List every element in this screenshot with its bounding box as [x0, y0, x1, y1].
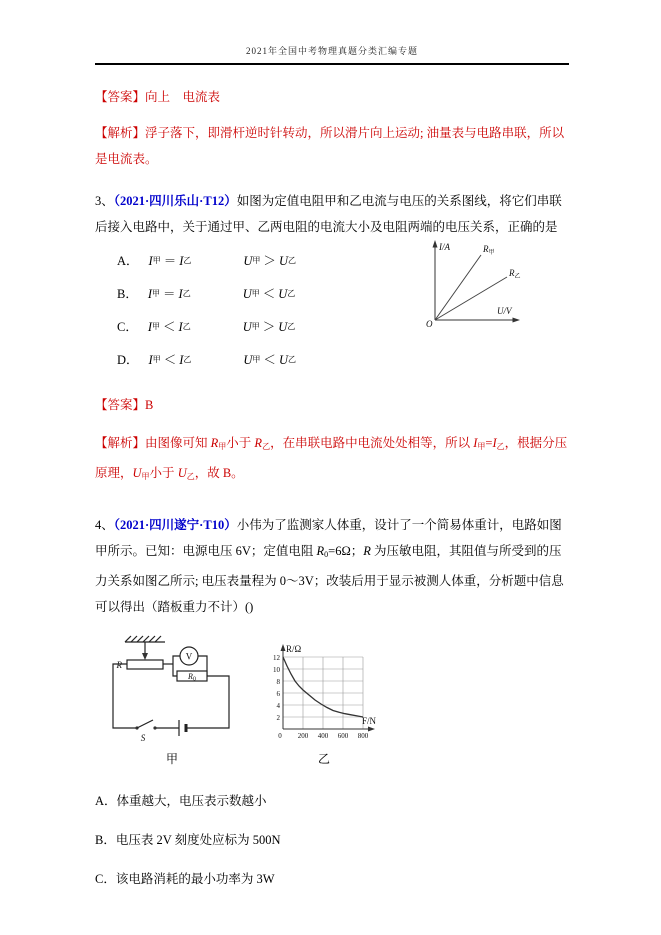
answer-text: 【答案】B	[95, 398, 154, 412]
x-tick: 0	[278, 732, 282, 740]
x-tick: 200	[297, 732, 309, 740]
symbol-U: U	[242, 286, 252, 301]
relation-operator: ＞	[263, 253, 276, 268]
circuit-caption: 甲	[165, 752, 178, 766]
y-axis-label: R/Ω	[286, 644, 302, 654]
q4-option-a	[95, 788, 571, 814]
symbol-U: U	[243, 253, 253, 268]
page-header	[95, 44, 569, 65]
subscript: 甲	[152, 288, 161, 298]
symbol-I: I	[148, 352, 153, 367]
answer-line-q3	[95, 392, 571, 418]
subscript: 甲	[218, 442, 227, 451]
question-source: （2021·四川遂宁·T10）	[113, 518, 237, 532]
x-axis-arrow	[513, 318, 521, 323]
symbol-I: I	[148, 253, 153, 268]
text-run: 小于	[149, 466, 178, 480]
iu-graph-svg	[421, 238, 525, 328]
x-axis-label: F/N	[362, 716, 377, 726]
subscript: 乙	[262, 442, 271, 451]
subscript: 甲	[477, 442, 486, 451]
sensor-label: R	[116, 660, 122, 670]
pressure-sensor	[127, 660, 163, 669]
option-text: 该电路消耗的最小功率为 3W	[115, 872, 275, 886]
header-title: 2021年全国中考物理真题分类汇编专题	[245, 46, 418, 56]
symbol-I: I	[492, 436, 497, 450]
option-label: B．	[95, 833, 116, 847]
relation-operator: ＝	[163, 253, 177, 268]
text-run: 小于	[226, 436, 255, 450]
q3-option-d	[117, 343, 571, 376]
origin-label: O	[426, 319, 433, 328]
x-tick: 400	[317, 732, 329, 740]
answer-line-q2	[95, 84, 571, 110]
symbol-I: I	[178, 319, 183, 334]
subscript: 甲	[252, 255, 261, 265]
force-arrow-icon	[142, 642, 148, 660]
option-label: B．	[117, 286, 138, 301]
text-run: ，故 B。	[194, 466, 244, 480]
q3-iu-graph	[421, 238, 525, 337]
relation-operator: ＝	[163, 286, 176, 301]
line-label-r-yi: $R_乙$	[509, 268, 521, 280]
question-4-stem	[95, 512, 571, 620]
text-run: =	[485, 436, 493, 450]
answer-text: 【答案】向上 电流表	[95, 90, 221, 104]
subscript: 甲	[252, 354, 261, 364]
y-tick: 12	[273, 654, 280, 662]
subscript: 0	[324, 550, 329, 559]
symbol-U: U	[278, 352, 288, 367]
symbol-I: I	[473, 436, 478, 450]
symbol-U: U	[278, 286, 288, 301]
y-tick: 6	[276, 690, 280, 698]
symbol-U: U	[278, 253, 288, 268]
subscript: 甲	[141, 472, 150, 481]
subscript: 甲	[152, 321, 161, 331]
option-label: A．	[117, 253, 139, 268]
question-number: 3、	[95, 194, 114, 208]
subscript: 乙	[183, 354, 192, 364]
question-3-stem	[95, 188, 571, 240]
subscript: 乙	[182, 288, 191, 298]
subscript: 乙	[287, 255, 296, 265]
symbol-U: U	[177, 466, 187, 480]
y-axis-arrow	[433, 240, 438, 248]
analysis-q3	[95, 430, 571, 490]
subscript: 乙	[183, 255, 192, 265]
subscript: 甲	[251, 288, 260, 298]
y-tick: 10	[273, 666, 280, 674]
option-text: 体重越大，电压表示数越小	[116, 794, 267, 808]
relation-operator: ＜	[262, 286, 276, 301]
symbol-U: U	[242, 319, 252, 334]
symbol-U: U	[132, 466, 142, 480]
text-run: 为压敏电阻，其阻值与所受到的压力关系如图乙所示; 电压表量程为 0～3V；改装后用于显示被测人体重，分析题中信息可以得出（踏板重力不计）()	[95, 544, 564, 614]
rf-graph-caption: 乙	[317, 752, 330, 766]
subscript: 乙	[186, 472, 195, 481]
symbol-R: R	[363, 544, 371, 558]
text-run: 【解析】由图像可知	[95, 436, 211, 450]
y-tick: 2	[276, 714, 280, 722]
x-tick: 600	[337, 732, 349, 740]
grid	[283, 657, 363, 729]
symbol-I: I	[179, 352, 184, 367]
relation-operator: ＜	[263, 352, 276, 367]
switch-label: S	[140, 733, 146, 743]
q4-figures	[97, 632, 571, 772]
symbol-R: R	[210, 436, 219, 450]
voltmeter-label: V	[185, 651, 193, 662]
analysis-text: 【解析】浮子落下，即滑杆逆时针转动，所以滑片向上运动; 油量表与电路串联，所以是电流表。	[95, 126, 565, 166]
relation-operator: ＞	[262, 319, 276, 334]
analysis-q2	[95, 120, 571, 172]
battery-icon	[179, 720, 186, 736]
subscript: 乙	[496, 442, 505, 451]
y-tick: 8	[276, 678, 280, 686]
fixed-resistor-label: R0	[188, 672, 196, 683]
rf-graph-svg	[263, 641, 385, 744]
symbol-I: I	[147, 319, 153, 334]
switch-icon	[135, 720, 156, 730]
line-label-r-jia: $R_甲$	[483, 244, 495, 256]
symbol-R0: R	[316, 544, 325, 558]
x-axis-arrow	[368, 727, 375, 732]
symbol-I: I	[178, 286, 183, 301]
x-axis-label: U/V	[497, 306, 512, 316]
symbol-I: I	[179, 253, 184, 268]
option-label: C．	[95, 872, 116, 886]
symbol-I: I	[147, 286, 153, 301]
q4-option-c	[95, 866, 571, 892]
question-text: 如图为定值电阻甲和乙电流与电压的关系图线，将它们串联后接入电路中，关于通过甲、乙两电阻的电流大小及电阻两端的电压关系，正确的是	[95, 194, 562, 234]
subscript: 甲	[152, 255, 161, 265]
relation-operator: ＜	[163, 352, 177, 367]
x-tick: 800	[357, 732, 369, 740]
circuit-figure	[97, 632, 247, 772]
symbol-U: U	[243, 352, 253, 367]
text-run: ，根据分压原理，	[95, 436, 568, 480]
circuit-svg	[97, 632, 247, 744]
text-run: 小伟为了监测家人体重，设计了一个简易体重计，电路如图甲所示。已知：电源电压 6V；定值电阻	[95, 518, 562, 558]
option-label: C．	[117, 319, 138, 334]
subscript: 乙	[287, 288, 296, 298]
q4-option-b	[95, 827, 571, 853]
subscript: 乙	[182, 321, 191, 331]
rf-graph-figure	[263, 641, 385, 772]
line-r-jia	[435, 255, 481, 320]
subscript: 乙	[287, 321, 296, 331]
option-label: D．	[117, 352, 139, 367]
subscript: 甲	[251, 321, 260, 331]
y-axis-label: I/A	[439, 242, 450, 252]
ceiling-hatch	[125, 636, 165, 642]
text-run: ，在串联电路中电流处处相等，所以	[270, 436, 474, 450]
y-axis-arrow	[281, 644, 286, 651]
page-content	[95, 84, 571, 905]
y-tick: 4	[276, 702, 280, 710]
option-text: 电压表 2V 刻度处应标为 500N	[115, 833, 281, 847]
question-source: （2021·四川乐山·T12）	[113, 194, 237, 208]
text-run: =6Ω；	[328, 544, 364, 558]
question-number: 4、	[95, 518, 114, 532]
option-label: A．	[95, 794, 117, 808]
symbol-R: R	[254, 436, 263, 450]
subscript: 乙	[287, 354, 296, 364]
relation-operator: ＜	[163, 319, 176, 334]
symbol-U: U	[278, 319, 288, 334]
subscript: 甲	[152, 354, 161, 364]
